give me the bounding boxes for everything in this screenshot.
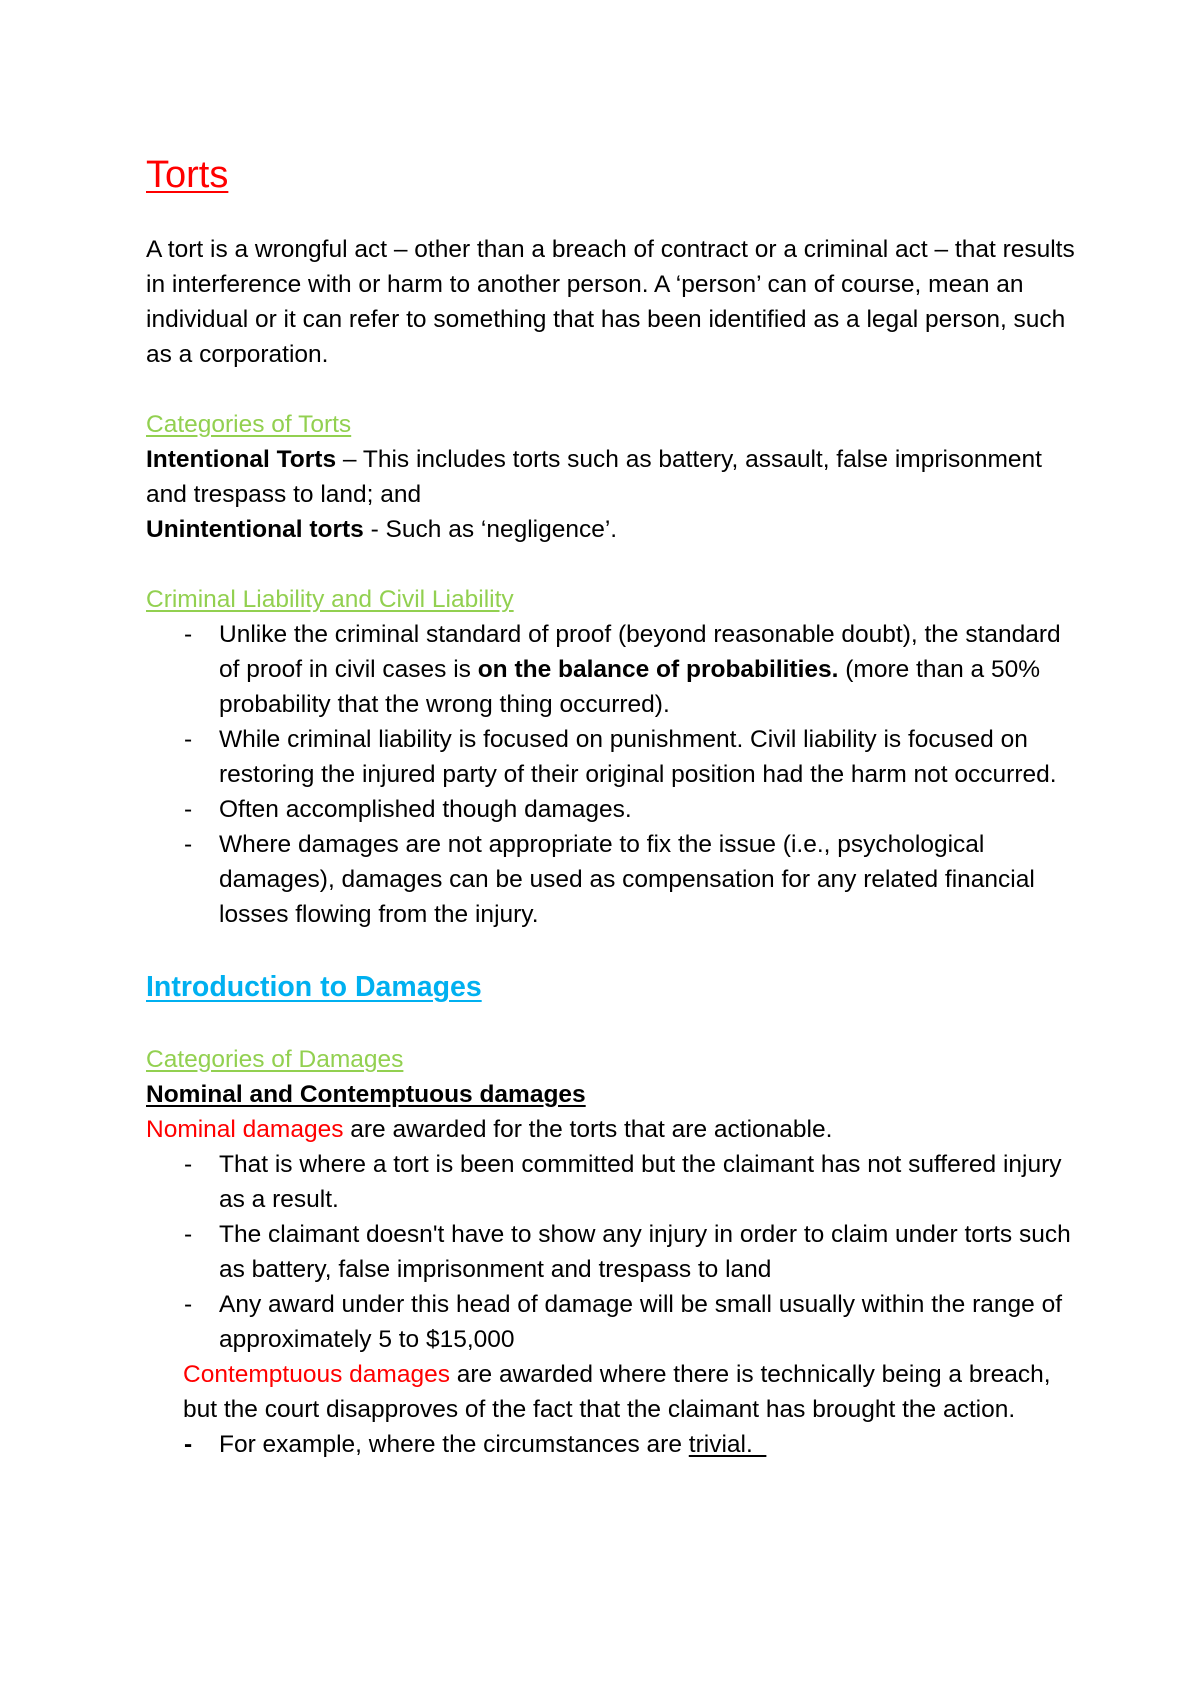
dash-marker: - [184,621,193,648]
list-item [146,1287,1086,1357]
trivial-underlined-text: trivial. [688,1431,767,1458]
list-item [146,1427,1086,1462]
intro-paragraph: A tort is a wrongful act – other than a breach of contract or a criminal act – that results in interference with or harm to another person. A ‘person’ can of course, mean an individual or it can refer to something that has been identified as a legal person, such as a corporation. [146,236,1075,368]
spacer [146,372,1086,407]
list-item-text: For example, where the circumstances are [219,1431,689,1458]
dash-marker: - [184,1151,193,1178]
dash-marker: - [184,1431,193,1458]
dash-marker: - [184,1291,193,1318]
contemptuous-damages-label: Contemptuous damages [183,1361,450,1388]
list-item-text: (more than a 50% probability that the wrong thing occurred). [219,656,1041,718]
nominal-contemptuous-subheading: Nominal and Contemptuous damages [146,1081,586,1108]
unintentional-torts-label: Unintentional torts [146,516,364,543]
intentional-torts-text: – This includes torts such as battery, assault, false imprisonment and trespass to land; and [146,446,1042,508]
page-title: Torts [146,154,229,196]
document-page [146,150,1086,1462]
nominal-damages-text: are awarded for the torts that are actionable. [343,1116,833,1143]
list-item [146,722,1086,792]
introduction-to-damages-heading: Introduction to Damages [146,971,482,1003]
list-item [146,827,1086,932]
spacer [146,1007,1086,1042]
list-item-text: Often accomplished though damages. [219,796,632,823]
contemptuous-damages-text: are awarded where there is technically being a breach, but the court disapproves of the fact that the claimant has brought the action. [183,1361,1051,1423]
list-item [146,792,1086,827]
spacer [146,200,1086,232]
unintentional-torts-text: - Such as ‘negligence’. [363,516,618,543]
nominal-damages-paragraph [146,1112,1086,1147]
list-item-text: That is where a tort is been committed but the claimant has not suffered injury as a result. [219,1151,1062,1213]
dash-marker: - [184,726,193,753]
list-item [146,1147,1086,1217]
list-item-bold: on the balance of probabilities. [477,656,839,683]
spacer [146,547,1086,582]
dash-marker: - [184,796,193,823]
list-item-text: Where damages are not appropriate to fix the issue (i.e., psychological damages), damages can be used as compensation for any related financial losses flowing from the injury. [219,831,1035,928]
list-item-text: The claimant doesn't have to show any injury in order to claim under torts such as battery, false imprisonment and trespass to land [219,1221,1071,1283]
unintentional-torts-paragraph [146,512,1086,547]
list-item [146,1217,1086,1287]
list-item-text: While criminal liability is focused on punishment. Civil liability is focused on restoring the injured party of their original position had the harm not occurred. [219,726,1057,788]
contemptuous-damages-list [146,1427,1086,1462]
categories-of-damages-heading: Categories of Damages [146,1046,404,1073]
dash-marker: - [184,831,193,858]
criminal-civil-heading: Criminal Liability and Civil Liability [146,586,514,613]
nominal-damages-label: Nominal damages [146,1116,344,1143]
list-item [146,617,1086,722]
intentional-torts-label: Intentional Torts [146,446,337,473]
list-item-text: Any award under this head of damage will be small usually within the range of approximately 5 to $15,000 [219,1291,1063,1353]
criminal-civil-list [146,617,1086,932]
spacer [146,932,1086,967]
contemptuous-damages-paragraph [146,1357,1086,1427]
list-item-text: Unlike the criminal standard of proof (beyond reasonable doubt), the standard of proof in civil cases is [219,621,1061,683]
intentional-torts-paragraph [146,442,1086,512]
nominal-damages-list [146,1147,1086,1357]
categories-of-torts-heading: Categories of Torts [146,411,352,438]
dash-marker: - [184,1221,193,1248]
